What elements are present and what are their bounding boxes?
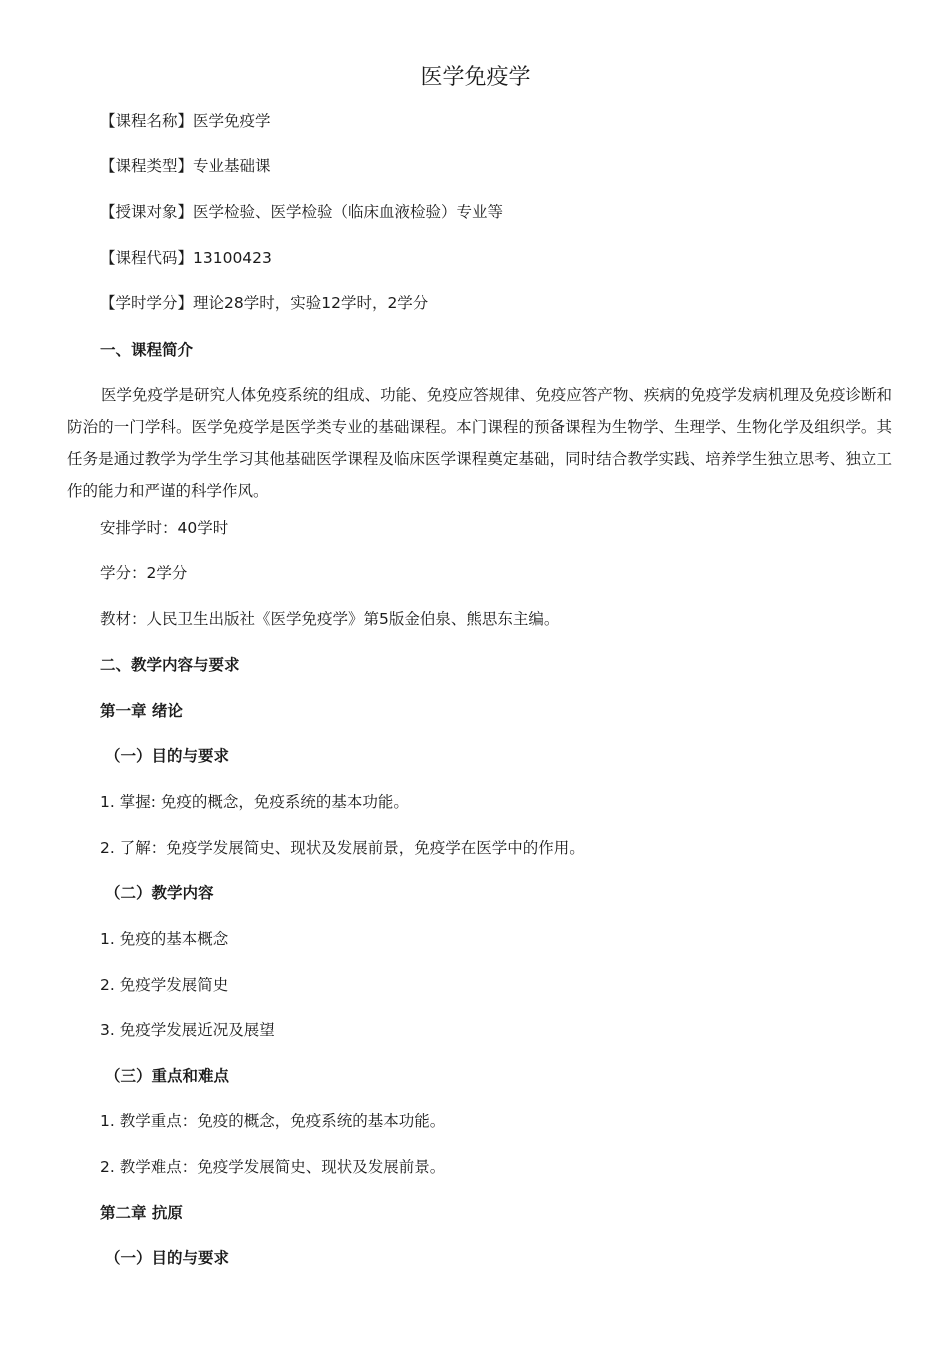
chapter1-key-item: 2. 教学难点：免疫学发展简史、现状及发展前景。	[100, 1158, 446, 1176]
chapter1-content-heading: （二）教学内容	[105, 884, 214, 902]
chapter1-title: 第一章 绪论	[100, 702, 183, 720]
chapter1-goal-item: 2. 了解：免疫学发展简史、现状及发展前景，免疫学在医学中的作用。	[100, 839, 585, 857]
chapter1-goals-heading: （一）目的与要求	[105, 747, 230, 765]
meta-course-type: 【课程类型】专业基础课	[100, 157, 271, 175]
chapter2-title: 第二章 抗原	[100, 1204, 183, 1222]
section-heading-intro: 一、课程简介	[100, 341, 194, 359]
credits-line: 学分：2学分	[100, 564, 188, 582]
chapter2-goals-heading: （一）目的与要求	[105, 1249, 230, 1267]
section-heading-content: 二、教学内容与要求	[100, 656, 240, 674]
intro-paragraph: 医学免疫学是研究人体免疫系统的组成、功能、免疫应答规律、免疫应答产物、疾病的免疫学发病机理及免疫诊断和防治的一门学科。医学免疫学是医学类专业的基础课程。本门课程的预备课程为生物学、生理学、生物化学及组织学。其任务是通过教学为学生学习其他基础医学课程及临床医学课程奠定基础，同时结合教学实践、培养学生独立思考、独立工作的能力和严谨的科学作风。	[67, 386, 892, 500]
meta-audience: 【授课对象】医学检验、医学检验（临床血液检验）专业等	[100, 203, 504, 221]
hours-line: 安排学时：40学时	[100, 519, 229, 537]
textbook-line: 教材：人民卫生出版社《医学免疫学》第5版金伯泉、熊思东主编。	[100, 610, 560, 628]
chapter1-content-item: 1. 免疫的基本概念	[100, 930, 229, 948]
meta-course-name: 【课程名称】医学免疫学	[100, 112, 271, 130]
document-title: 医学免疫学	[420, 65, 531, 90]
meta-hours-credits: 【学时学分】理论28学时，实验12学时，2学分	[100, 294, 429, 312]
chapter1-key-heading: （三）重点和难点	[105, 1067, 230, 1085]
chapter1-content-item: 3. 免疫学发展近况及展望	[100, 1021, 275, 1039]
chapter1-key-item: 1. 教学重点：免疫的概念，免疫系统的基本功能。	[100, 1112, 446, 1130]
chapter1-content-item: 2. 免疫学发展简史	[100, 976, 229, 994]
chapter1-goal-item: 1. 掌握: 免疫的概念，免疫系统的基本功能。	[100, 793, 409, 811]
meta-course-code: 【课程代码】13100423	[100, 249, 272, 267]
